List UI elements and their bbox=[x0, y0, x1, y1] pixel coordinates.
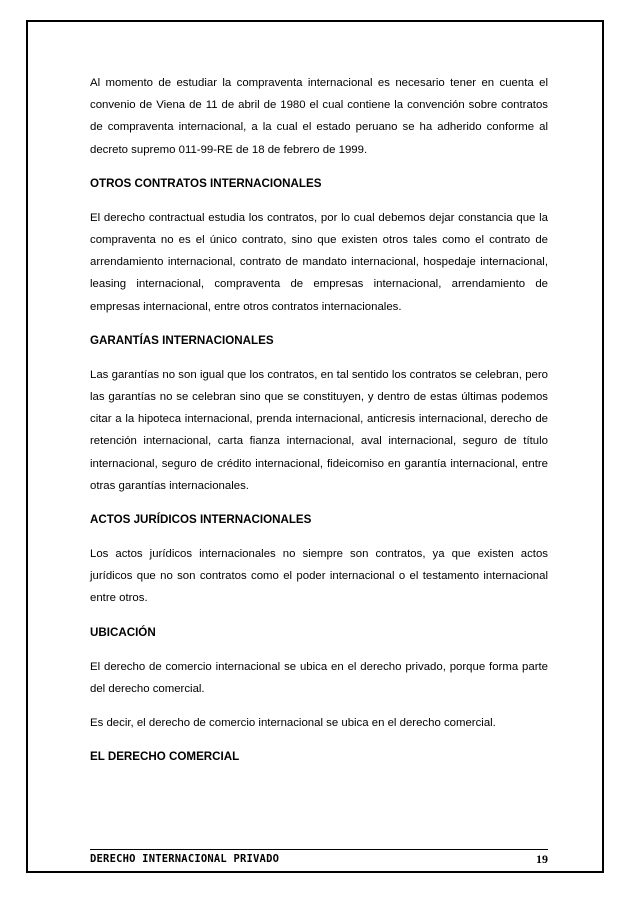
ubicacion-paragraph-1: El derecho de comercio internacional se ubica en el derecho privado, porque forma parte del derecho comercial. bbox=[90, 660, 548, 695]
actos-juridicos-paragraph: Los actos jurídicos internacionales no siempre son contratos, ya que existen actos jurídicos que no son contratos como el poder internacional o el testamento internacional entre otros. bbox=[90, 548, 548, 605]
page-number: 19 bbox=[536, 852, 548, 866]
heading-derecho-comercial: EL DERECHO COMERCIAL bbox=[90, 750, 240, 764]
page-footer bbox=[90, 849, 548, 866]
garantias-paragraph: Las garantías no son igual que los contratos, en tal sentido los contratos se celebran, pero las garantías no se celebran sino que se constituyen, y dentro de estas últimas podemos citar a la hipoteca internacional, prenda internacional, anticresis internacional, derecho de retención internacional, carta fianza internacional, aval internacional, seguro de título internacional, seguro de crédito internacional, fideicomiso en garantía internacional, entre otras garantías internacionales. bbox=[90, 368, 548, 492]
otros-contratos-paragraph: El derecho contractual estudia los contratos, por lo cual debemos dejar constancia que la compraventa no es el único contrato, sino que existen otros tales como el contrato de arrendamiento internacional, contrato de mandato internacional, hospedaje internacional, leasing internacional, compraventa de empresas internacional, arrendamiento de empresas internacional, entre otros contratos internacionales. bbox=[90, 211, 548, 313]
document-body bbox=[90, 72, 548, 780]
heading-ubicacion: UBICACIÓN bbox=[90, 625, 156, 639]
heading-actos-juridicos: ACTOS JURÍDICOS INTERNACIONALES bbox=[90, 513, 312, 527]
heading-garantias: GARANTÍAS INTERNACIONALES bbox=[90, 333, 274, 347]
footer-title: DERECHO INTERNACIONAL PRIVADO bbox=[90, 853, 280, 865]
ubicacion-paragraph-2: Es decir, el derecho de comercio internacional se ubica en el derecho comercial. bbox=[90, 717, 496, 730]
heading-otros-contratos: OTROS CONTRATOS INTERNACIONALES bbox=[90, 176, 322, 190]
intro-paragraph: Al momento de estudiar la compraventa internacional es necesario tener en cuenta el convenio de Viena de 11 de abril de 1980 el cual contiene la convención sobre contratos de compraventa internacional, a la cual el estado peruano se ha adherido conforme al decreto supremo 011-99-RE de 18 de febrero de 1999. bbox=[90, 77, 548, 156]
